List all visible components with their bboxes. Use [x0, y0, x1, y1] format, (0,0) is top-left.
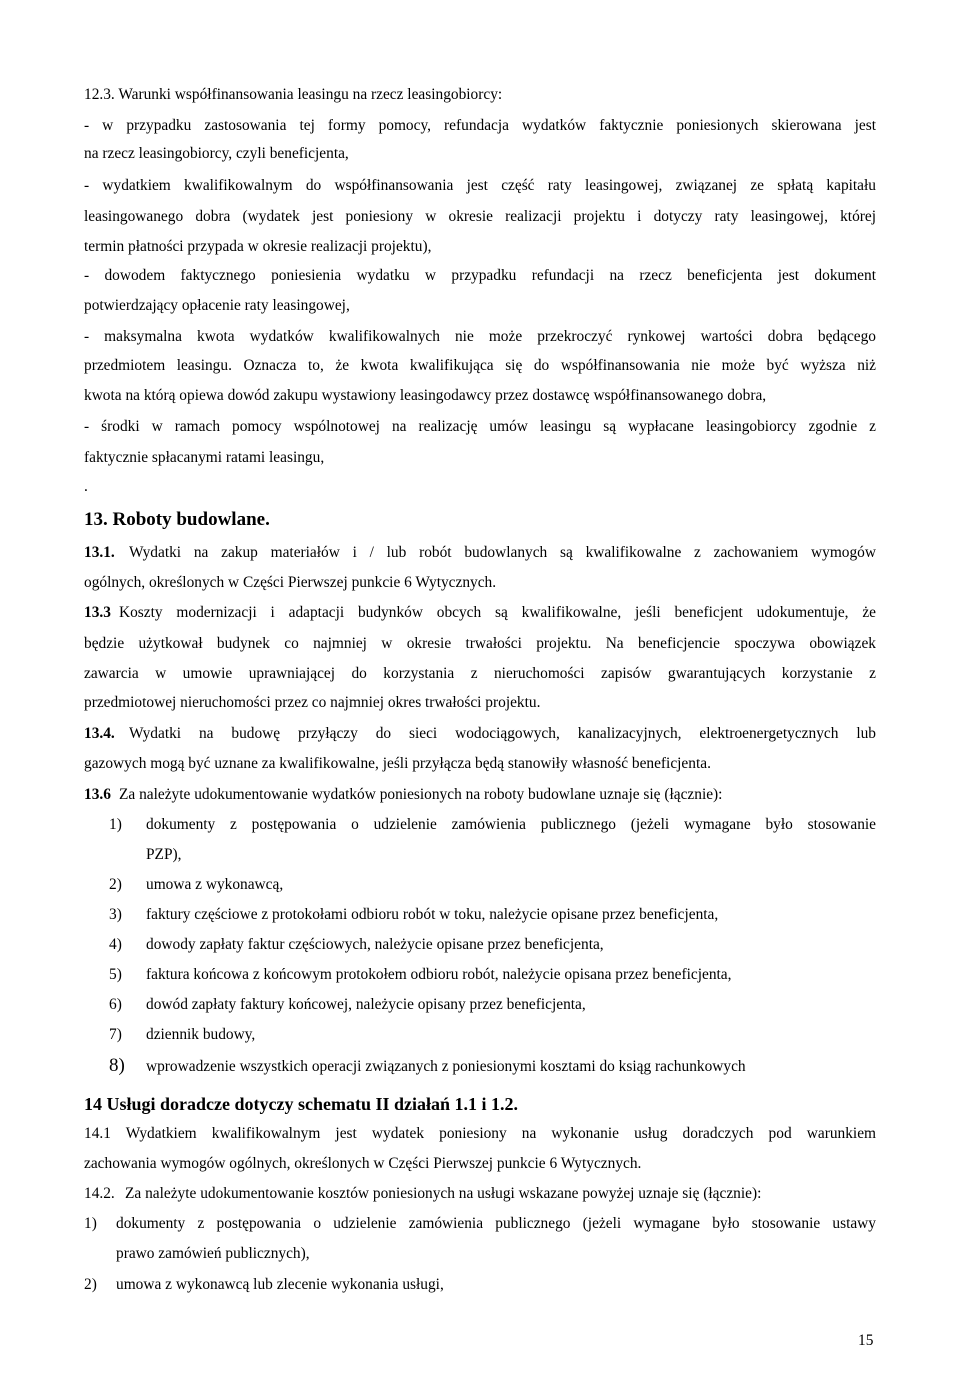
- list-item-number: 1): [84, 1215, 97, 1232]
- paragraph-line: Wydatki na zakup materiałów i / lub robót budowlanych są kwalifikowalne z zachowaniem wymogów: [129, 544, 876, 561]
- section-14-heading: 14 Usługi doradcze dotyczy schematu II działań 1.1 i 1.2.: [84, 1094, 518, 1114]
- paragraph-line: kwota na którą opiewa dowód zakupu wystawiony leasingodawcy przez dostawcę współfinansowanego dobra,: [84, 387, 767, 404]
- list-item-number: 4): [109, 936, 122, 953]
- list-item-number: 2): [84, 1276, 97, 1293]
- paragraph-line: gazowych mogą być uznane za kwalifikowalne, jeśli przyłącza będą stanowiły własność beneficjenta.: [84, 755, 711, 772]
- list-item-text: dowód zapłaty faktury końcowej, należycie opisany przez beneficjenta,: [146, 996, 586, 1013]
- paragraph-line: przedmiotowej nieruchomości przez co najmniej okres trwałości projektu.: [84, 694, 541, 711]
- list-item-text: prawo zamówień publicznych),: [116, 1245, 310, 1262]
- list-item-text: umowa z wykonawcą lub zlecenie wykonania usługi,: [116, 1276, 444, 1293]
- paragraph-line: 14.1 Wydatkiem kwalifikowalnym jest wydatek poniesiony na wykonanie usług doradczych pod warunkiem: [84, 1125, 876, 1142]
- paragraph-line: ogólnych, określonych w Części Pierwszej punkcie 6 Wytycznych.: [84, 574, 497, 591]
- paragraph-line: przedmiotem leasingu. Oznacza to, że kwota kwalifikująca się do współfinansowania nie może być wyższa niż: [84, 357, 876, 374]
- stray-dot: .: [84, 478, 88, 495]
- paragraph-line: zawarcia w umowie uprawniającej do korzystania z nieruchomości zapisów gwarantujących korzystanie z: [84, 665, 876, 682]
- list-item-text: dziennik budowy,: [146, 1026, 256, 1043]
- paragraph-line: - dowodem faktycznego poniesienia wydatku w przypadku refundacji na rzecz beneficjenta jest dokument: [84, 267, 876, 284]
- paragraph-line: na rzecz leasingobiorcy, czyli beneficjenta,: [84, 145, 349, 162]
- paragraph-line: będzie użytkował budynek co najmniej w okresie trwałości projektu. Na beneficjencie spoczywa obowiązek: [84, 635, 876, 652]
- list-item-number: 1): [109, 816, 122, 833]
- paragraph-line: leasingowanego dobra (wydatek jest poniesiony w okresie realizacji projektu i dotyczy raty leasingowej, której: [84, 208, 876, 225]
- paragraph-line: - maksymalna kwota wydatków kwalifikowalnych nie może przekroczyć rynkowej wartości dobra będącego: [84, 328, 876, 345]
- list-item-number: 5): [109, 966, 122, 983]
- list-item-text: PZP),: [146, 846, 182, 863]
- paragraph-line: termin płatności przypada w okresie realizacji projektu),: [84, 238, 432, 255]
- paragraph-line: Za należyte udokumentowanie kosztów poniesionych na usługi wskazane powyżej uznaje się (łącznie):: [125, 1185, 762, 1202]
- list-item-number: 2): [109, 876, 122, 893]
- section-12-3-heading: 12.3. Warunki współfinansowania leasingu na rzecz leasingobiorcy:: [84, 86, 503, 103]
- paragraph-line: Koszty modernizacji i adaptacji budynków obcych są kwalifikowalne, jeśli beneficjent udokumentuje, że: [119, 604, 876, 621]
- paragraph-line: Wydatki na budowę przyłączy do sieci wodociągowych, kanalizacyjnych, elektroenergetycznych lub: [129, 725, 876, 742]
- paragraph-line: zachowania wymogów ogólnych, określonych w Części Pierwszej punkcie 6 Wytycznych.: [84, 1155, 642, 1172]
- list-item-number: 7): [109, 1026, 122, 1043]
- list-item-number: 8): [109, 1055, 125, 1076]
- paragraph-line: faktycznie spłacanymi ratami leasingu,: [84, 449, 325, 466]
- list-item-number: 3): [109, 906, 122, 923]
- paragraph-line: - wydatkiem kwalifikowalnym do współfinansowania jest część raty leasingowej, związanej ze spłatą kapitału: [84, 177, 876, 194]
- paragraph-line: - w przypadku zastosowania tej formy pomocy, refundacja wydatków faktycznie poniesionych skierowana jest: [84, 117, 876, 134]
- section-14-2-number: 14.2.: [84, 1185, 115, 1202]
- paragraph-line: Za należyte udokumentowanie wydatków poniesionych na roboty budowlane uznaje się (łącznie):: [119, 786, 723, 803]
- section-13-1-number: 13.1.: [84, 544, 115, 561]
- paragraph-line: - środki w ramach pomocy wspólnotowej na realizację umów leasingu są wypłacane leasingobiorcy zgodnie z: [84, 418, 876, 435]
- section-13-4-number: 13.4.: [84, 725, 115, 742]
- list-item-text: dowody zapłaty faktur częściowych, należycie opisane przez beneficjenta,: [146, 936, 604, 953]
- list-item-text: umowa z wykonawcą,: [146, 876, 284, 893]
- list-item-number: 6): [109, 996, 122, 1013]
- list-item-text: faktury częściowe z protokołami odbioru robót w toku, należycie opisane przez beneficjenta,: [146, 906, 719, 923]
- section-13-heading: 13. Roboty budowlane.: [84, 509, 270, 530]
- paragraph-line: potwierdzający opłacenie raty leasingowej,: [84, 297, 350, 314]
- page-number: 15: [858, 1332, 874, 1349]
- list-item-text: wprowadzenie wszystkich operacji związanych z poniesionymi kosztami do ksiąg rachunkowych: [146, 1058, 746, 1075]
- list-item-text: faktura końcowa z końcowym protokołem odbioru robót, należycie opisana przez beneficjenta,: [146, 966, 732, 983]
- list-item-text: dokumenty z postępowania o udzielenie zamówienia publicznego (jeżeli wymagane było stosowanie: [146, 816, 876, 833]
- section-13-6-number: 13.6: [84, 786, 111, 803]
- list-item-text: dokumenty z postępowania o udzielenie zamówienia publicznego (jeżeli wymagane było stosowanie ustawy: [116, 1215, 876, 1232]
- section-13-3-number: 13.3: [84, 604, 111, 621]
